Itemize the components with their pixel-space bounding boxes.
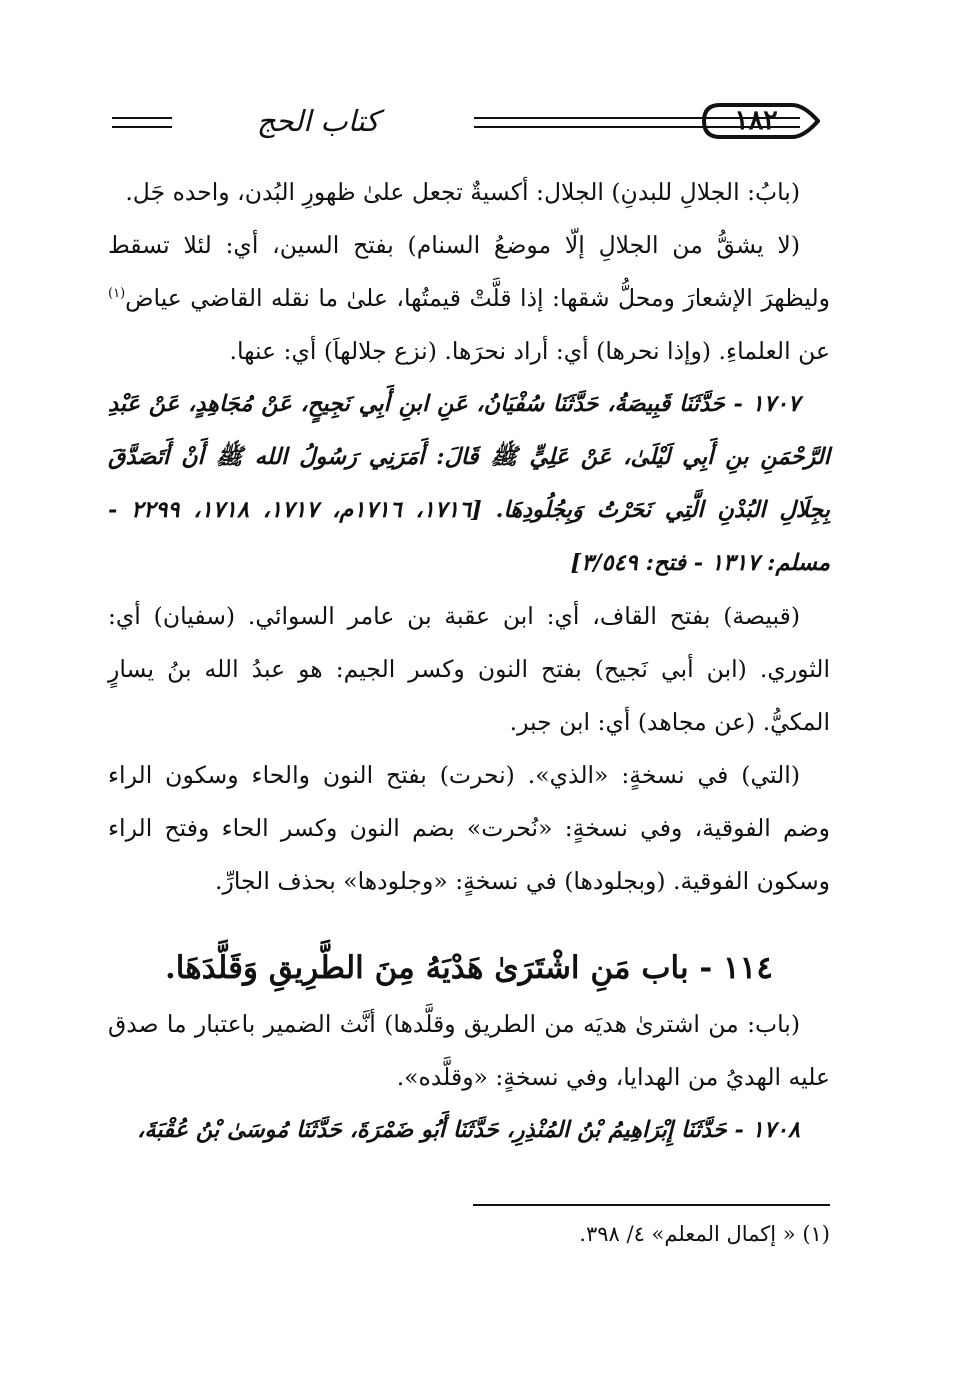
commentary-paragraph: (قبيصة) بفتح القاف، أي: ابن عقبة بن عامر السوائي. (سفيان) أي: الثوري. (ابن أبي نَجيح) بفتح النون وكسر الجيم: هو عبدُ الله بنُ يسارٍ المكيُّ. (عن مجاهد) أي: ابن جبر.	[108, 602, 830, 736]
running-header	[112, 100, 824, 146]
commentary-paragraph: (التي) في نسخةٍ: «الذي». (نحرت) بفتح النون والحاء وسكون الراء وضم الفوقية، وفي نسخةٍ: «نُحرت» بضم النون وكسر الحاء وفتح الراء وسكون الفوقية. (وبجلودها) في نسخةٍ: «وجلودها» بحذف الجارِّ.	[108, 761, 830, 895]
hadith-text: ١٧٠٨ - حَدَّثَنَا إِبْرَاهِيمُ بْنُ المُنْذِرِ، حَدَّثَنَا أَبُو ضَمْرَةَ، حَدَّثَنَا مُوسَىٰ بْنُ عُقْبَةَ،	[137, 1117, 800, 1143]
commentary-paragraph	[108, 219, 830, 378]
commentary-paragraph: (باب: من اشترىٰ هديَه من الطريق وقلَّدها) أنَّث الضمير باعتبار ما صدق عليه الهديُ من الهدايا، وفي نسخةٍ: «وقلَّده».	[108, 1010, 830, 1091]
header-rule-left	[112, 117, 172, 128]
commentary-text: عن العلماءِ. (وإذا نحرها) أي: أراد نحرَها. (نزع جلالهاَ) أي: عنها.	[229, 337, 830, 365]
footnote-divider	[473, 1204, 830, 1206]
footnote-marker: (١)	[108, 286, 126, 302]
main-text	[108, 166, 830, 1157]
page-number: ١٨٢	[734, 105, 778, 136]
commentary-text: (لا يشقُّ من الجلالِ إلّا موضعُ السنام) بفتح السين، أي: لئلا تسقط وليظهرَ الإشعارَ ومحلُّ شقها: إذا قلَّتْ قيمتُها، علىٰ ما نقله القاضي عياض	[108, 231, 830, 312]
hadith-body: ١٧٠٧ - حَدَّثَنَا قَبِيصَةُ، حَدَّثَنَا سُفْيَانُ، عَنِ ابنِ أَبِي نَجِيحٍ، عَنْ مُجَاهِدٍ، عَنْ عَبْدِ الرَّحْمَنِ بنِ أَبِي لَيْلَىٰ، عَنْ عَلِيٍّ ﷺ قَالَ: أَمَرَنِي رَسُولُ الله ﷺ أَنْ أَتَصَدَّقَ بِجِلَالِ البُدْنِ الَّتِي نَحَرْتُ وَبِجُلُودِهَا.	[108, 391, 830, 523]
page-number-badge	[700, 102, 820, 140]
hadith-references: [١٧١٦، ١٧١٦م، ١٧١٧، ١٧١٨، ٢٢٩٩ - مسلم: ١٣١٧ - فتح: ٣/٥٤٩]	[108, 497, 830, 576]
chapter-heading: ١١٤ - باب مَنِ اشْتَرَىٰ هَدْيَهُ مِنَ الطَّرِيقِ وَقَلَّدَهَا.	[165, 950, 773, 986]
book-title: كتاب الحج	[178, 100, 458, 142]
commentary-paragraph: (بابُ: الجلالِ للبدنِ) الجلال: أكسيةٌ تجعل علىٰ ظهورِ البُدن، واحده جَل.	[125, 178, 800, 206]
footnote: (١) « إكمال المعلم» ٤/ ٣٩٨.	[579, 1222, 830, 1246]
hadith-text	[108, 378, 830, 590]
